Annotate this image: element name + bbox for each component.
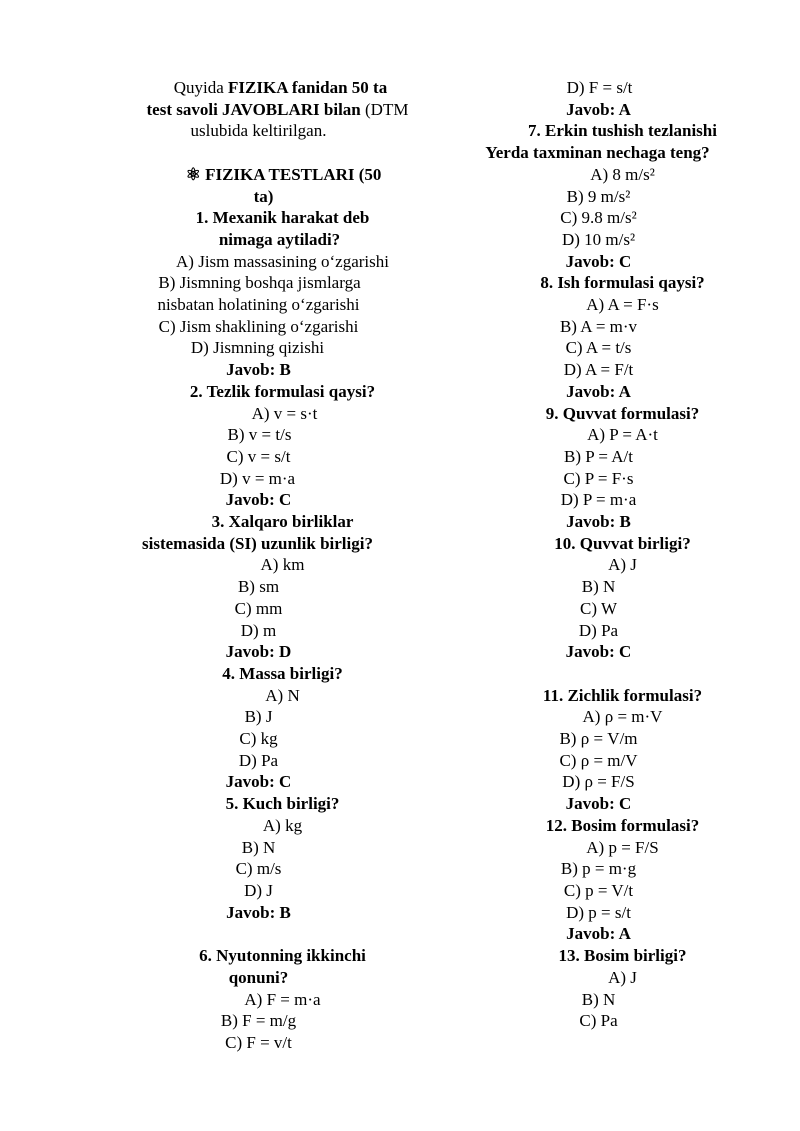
answer-line: Javob: C (565, 251, 632, 271)
answer-line: Javob: C (225, 490, 292, 510)
option-line: D) Pa (578, 620, 619, 640)
option-line: A) N (265, 685, 300, 705)
option-line: D) F = s/t (566, 78, 633, 97)
question-line: 4. Massa birligi? (222, 663, 343, 683)
answer-line: Javob: B (226, 360, 291, 380)
option-line: D) Jismning qizishi (190, 338, 325, 358)
question-line: 1. Mexanik harakat deb (195, 208, 370, 228)
question-line: 9. Quvvat formulasi? (545, 403, 700, 423)
right-column (460, 77, 785, 1032)
option-line: B) N (241, 837, 276, 857)
option-line: A) J (608, 967, 637, 987)
intro-text: Quyida (173, 78, 229, 97)
question-line: 10. Quvvat birligi? (554, 533, 691, 553)
atom-icon: ⚛ (185, 164, 201, 184)
option-line: D) J (244, 881, 273, 900)
question-line: 11. Zichlik formulasi? (542, 685, 703, 705)
answer-line: Javob: D (225, 642, 292, 662)
answer-line: Javob: C (225, 772, 292, 792)
question-line: nimaga aytiladi? (218, 229, 341, 249)
spacer (460, 663, 785, 685)
option-line: B) F = m/g (220, 1011, 297, 1031)
question-line: 2. Tezlik formulasi qaysi? (189, 381, 376, 401)
option-line: A) 8 m/s² (590, 164, 655, 184)
option-line: D) v = m·a (219, 468, 296, 488)
option-line: D) P = m·a (560, 490, 637, 510)
intro-bold-text: test savoli JAVOBLARI bilan (146, 99, 361, 119)
option-line: B) J (244, 707, 273, 727)
option-line: B) N (581, 989, 616, 1009)
option-line: C) Pa (579, 1011, 618, 1031)
option-line: D) Pa (238, 750, 279, 770)
option-line: C) m/s (235, 859, 282, 879)
option-line: A) km (260, 555, 305, 575)
question-line: Yerda taxminan nechaga teng? (485, 143, 710, 163)
option-line: B) ρ = V/m (559, 729, 638, 749)
text-line: nisbatan holatining o‘zgarishi (157, 295, 360, 315)
question-line: qonuni? (228, 967, 289, 987)
intro-bold-text: FIZIKA fanidan 50 ta (228, 78, 388, 97)
question-line: 7. Erkin tushish tezlanishi (528, 121, 717, 141)
intro-line-2 (95, 99, 460, 121)
option-line: C) W (580, 598, 617, 618)
option-line: A) v = s·t (251, 403, 318, 423)
option-line: D) m (240, 620, 277, 640)
option-line: A) kg (262, 815, 303, 835)
question-line: 3. Xalqaro birliklar (211, 512, 354, 532)
option-line: C) F = v/t (225, 1032, 292, 1052)
question-line: 5. Kuch birligi? (225, 794, 340, 814)
option-line: B) v = t/s (227, 425, 292, 445)
left-question-list (100, 207, 465, 1053)
option-line: B) p = m·g (560, 859, 637, 879)
option-line: C) mm (234, 598, 283, 618)
option-line: A) A = F·s (586, 295, 659, 315)
right-question-list (460, 77, 785, 1032)
option-line: C) ρ = m/V (559, 750, 638, 770)
intro-line-1 (98, 77, 463, 99)
option-line: C) kg (239, 729, 278, 749)
answer-line: Javob: A (566, 924, 631, 944)
left-column (100, 77, 465, 1054)
heading-text: FIZIKA TESTLARI (50 (205, 164, 382, 184)
option-line: B) N (581, 577, 616, 597)
option-line: D) ρ = F/S (562, 772, 635, 792)
answer-line: Javob: A (566, 99, 631, 119)
option-line: C) A = t/s (565, 338, 632, 358)
answer-line: Javob: C (565, 642, 632, 662)
option-line: D) p = s/t (566, 902, 631, 922)
spacer (100, 923, 465, 945)
option-line: C) P = F·s (563, 468, 634, 488)
option-line: B) sm (237, 577, 280, 597)
option-line: C) v = s/t (226, 446, 291, 466)
question-line: 12. Bosim formulasi? (545, 815, 700, 835)
option-line: A) Jism massasining o‘zgarishi (176, 251, 389, 271)
option-line: D) 10 m/s² (561, 229, 636, 249)
section-heading (101, 164, 466, 186)
question-line: 8. Ish formulasi qaysi? (540, 273, 705, 293)
option-line: A) ρ = m·V (582, 707, 663, 727)
intro-line-3: uslubida keltirilgan. (190, 121, 327, 141)
option-line: D) A = F/t (563, 360, 634, 380)
option-line: A) p = F/S (586, 837, 659, 857)
answer-line: Javob: B (566, 512, 631, 532)
option-line: B) Jismning boshqa jismlarga (158, 273, 361, 293)
option-line: C) p = V/t (563, 881, 634, 900)
intro-text: (DTM (360, 99, 409, 119)
option-line: A) F = m·a (244, 989, 321, 1009)
option-line: B) P = A/t (564, 446, 633, 466)
question-line: sistemasida (SI) uzunlik birligi? (142, 533, 373, 553)
question-line: 13. Bosim birligi? (558, 946, 687, 966)
option-line: C) Jism shaklining o‘zgarishi (158, 316, 359, 336)
spacer (100, 142, 465, 164)
answer-line: Javob: B (226, 902, 291, 922)
option-line: B) A = m·v (559, 316, 638, 336)
option-line: A) P = A·t (587, 425, 658, 445)
option-line: B) 9 m/s² (566, 186, 631, 206)
section-heading-cont: ta) (253, 186, 274, 206)
question-line: 6. Nyutonning ikkinchi (199, 946, 366, 966)
option-line: A) J (608, 555, 637, 575)
answer-line: Javob: C (565, 794, 632, 814)
option-line: C) 9.8 m/s² (560, 208, 637, 228)
answer-line: Javob: A (566, 381, 631, 401)
